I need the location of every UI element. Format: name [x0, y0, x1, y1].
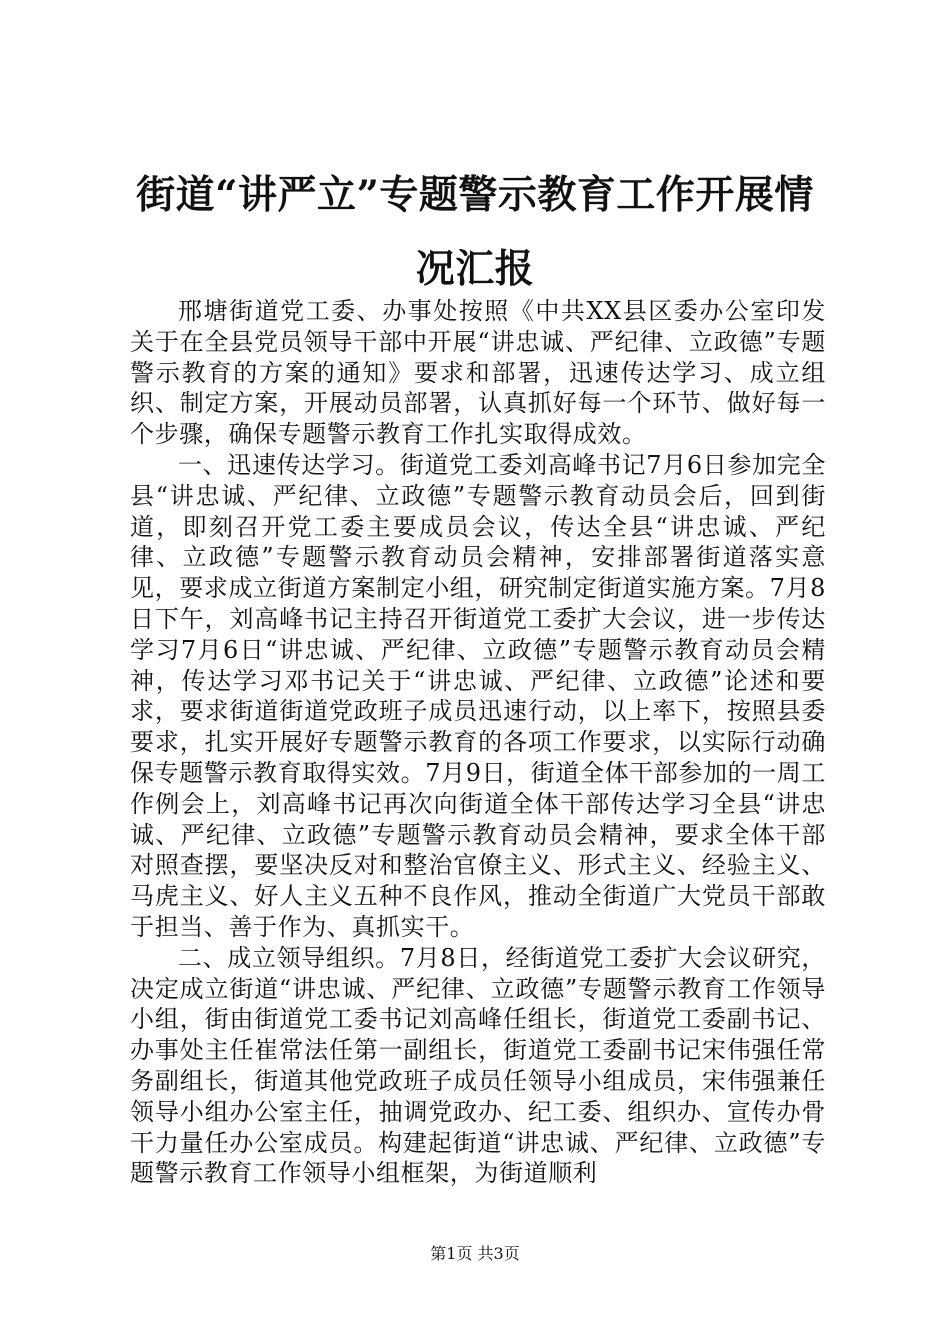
- paragraph-section-1: 一、迅速传达学习。街道党工委刘高峰书记7月6日参加完全县“讲忠诚、严纪律、立政德”专题警示教育动员会后，回到街道，即刻召开党工委主要成员会议，传达全县“讲忠诚、严纪律、立政德”专题警示教育动员会精神，安排部署街道落实意见，要求成立街道方案制定小组，研究制定街道实施方案。7月8日下午，刘高峰书记主持召开街道党工委扩大会议，进一步传达学习7月6日“讲忠诚、严纪律、立政德”专题警示教育动员会精神，传达学习邓书记关于“讲忠诚、严纪律、立政德”论述和要求，要求街道街道党政班子成员迅速行动，以上率下，按照县委要求，扎实开展好专题警示教育的各项工作要求，以实际行动确保专题警示教育取得实效。7月9日，街道全体干部参加的一周工作例会上，刘高峰书记再次向街道全体干部传达学习全县“讲忠诚、严纪律、立政德”专题警示教育动员会精神，要求全体干部对照查摆，要坚决反对和整治官僚主义、形式主义、经验主义、马虎主义、好人主义五种不良作风，推动全街道广大党员干部敢于担当、善于作为、真抓实干。: [130, 450, 826, 941]
- document-title: 街道“讲严立”专题警示教育工作开展情况汇报: [136, 172, 814, 292]
- document-body: [130, 296, 826, 1189]
- paragraph-intro: 邢塘街道党工委、办事处按照《中共XX县区委办公室印发关于在全县党员领导干部中开展“讲忠诚、严纪律、立政德”专题警示教育的方案的通知》要求和部署，迅速传达学习、成立组织、制定方案，开展动员部署，认真抓好每一个环节、做好每一个步骤，确保专题警示教育工作扎实取得成效。: [130, 297, 826, 449]
- page-footer: 第1页 共3页: [430, 1244, 520, 1263]
- paragraph-section-2: 二、成立领导组织。7月8日，经街道党工委扩大会议研究，决定成立街道“讲忠诚、严纪律、立政德”专题警示教育工作领导小组，街由街道党工委书记刘高峰任组长，街道党工委副书记、办事处主任崔常法任第一副组长，街道党工委副书记宋伟强任常务副组长，街道其他党政班子成员任领导小组成员，宋伟强兼任领导小组办公室主任，抽调党政办、纪工委、组织办、宣传办骨干力量任办公室成员。构建起街道“讲忠诚、严纪律、立政德”专题警示教育工作领导小组框架，为街道顺利: [130, 943, 826, 1188]
